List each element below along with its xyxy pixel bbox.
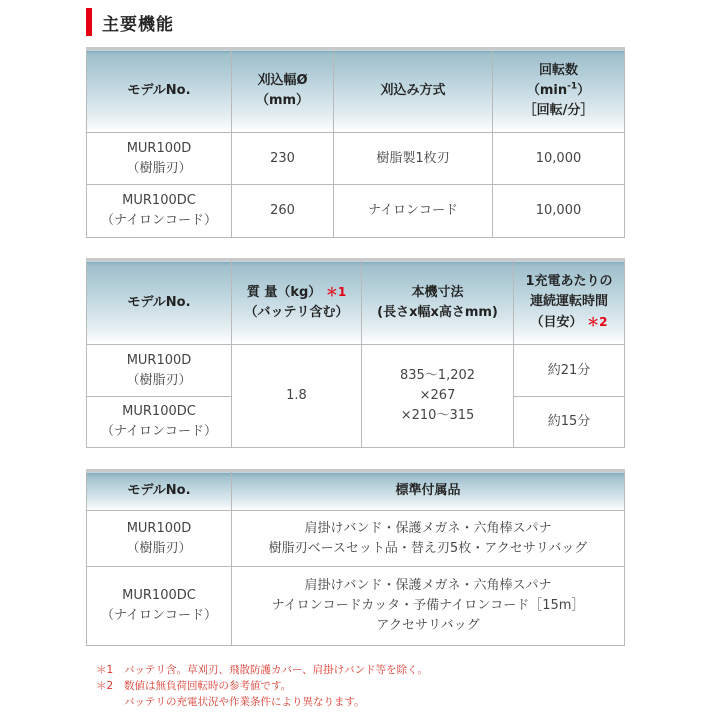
footnote-2-continued bbox=[96, 694, 428, 710]
cell-model bbox=[87, 133, 232, 185]
footnote-text: バッテリの充電状況や作業条件により異なります。 bbox=[124, 696, 365, 708]
footnote-marker-1: ＊1 bbox=[325, 285, 347, 299]
cell-model bbox=[87, 511, 232, 567]
section-title bbox=[86, 8, 174, 36]
table-row bbox=[87, 511, 625, 567]
footnote-mark: ＊1 bbox=[96, 664, 114, 676]
spec-table-performance bbox=[86, 47, 625, 238]
cell-model bbox=[87, 345, 232, 397]
model-number: MUR100D bbox=[126, 352, 192, 368]
rpm-unit-exponent: -1 bbox=[567, 81, 578, 92]
model-number: MUR100D bbox=[126, 520, 192, 536]
cell-cut-width: 230 bbox=[232, 133, 334, 185]
model-variant: （ナイロンコード） bbox=[100, 608, 218, 623]
dims-line3: ×210～315 bbox=[400, 408, 475, 423]
model-number: MUR100DC bbox=[122, 193, 196, 208]
table-row bbox=[87, 133, 625, 185]
header-dims-line1: 本機寸法 bbox=[411, 284, 464, 300]
header-cut-width bbox=[232, 49, 334, 133]
header-accessories: 標準付属品 bbox=[232, 471, 625, 511]
table-header-row bbox=[87, 49, 625, 133]
accessories-line1: 肩掛けバンド・保護メガネ・六角棒スパナ bbox=[304, 578, 552, 593]
footnote-mark bbox=[96, 694, 124, 710]
cell-cut-method: ナイロンコード bbox=[334, 185, 493, 238]
footnote-marker-2: ＊2 bbox=[587, 315, 608, 329]
cell-rpm: 10,000 bbox=[493, 185, 625, 238]
model-variant: （ナイロンコード） bbox=[100, 213, 218, 228]
header-mass-label: 質 量（kg） bbox=[246, 285, 322, 300]
table-row bbox=[87, 567, 625, 646]
cell-accessories bbox=[232, 511, 625, 567]
model-variant: （樹脂刃） bbox=[126, 372, 192, 388]
cell-cut-width: 260 bbox=[232, 185, 334, 238]
cell-model bbox=[87, 397, 232, 448]
header-mass-line1 bbox=[236, 282, 357, 303]
header-rpm-line2 bbox=[497, 81, 620, 101]
table-header-row bbox=[87, 260, 625, 345]
model-variant: （樹脂刃） bbox=[126, 160, 192, 176]
model-variant: （ナイロンコード） bbox=[100, 424, 218, 439]
header-runtime-line2: 連続運転時間 bbox=[529, 294, 608, 309]
table-row bbox=[87, 345, 625, 397]
cell-dimensions bbox=[362, 345, 514, 448]
header-dims-line2: (長さx幅x高さmm) bbox=[377, 304, 498, 320]
model-number: MUR100DC bbox=[122, 404, 196, 419]
header-runtime bbox=[514, 260, 625, 345]
header-dimensions bbox=[362, 260, 514, 345]
cell-accessories bbox=[232, 567, 625, 646]
accessories-line2: ナイロンコードカッタ・予備ナイロンコード［15m］ bbox=[271, 598, 585, 613]
dims-line2: ×267 bbox=[419, 388, 456, 403]
spec-table-accessories bbox=[86, 469, 625, 646]
header-runtime-line3 bbox=[518, 312, 620, 333]
header-model: モデルNo. bbox=[87, 471, 232, 511]
model-number: MUR100D bbox=[126, 140, 192, 156]
header-runtime-line1: 1充電あたりの bbox=[525, 274, 613, 289]
footnote-1 bbox=[96, 662, 428, 678]
model-number: MUR100DC bbox=[122, 588, 196, 603]
header-model: モデルNo. bbox=[87, 49, 232, 133]
accent-bar bbox=[86, 8, 92, 36]
cell-runtime: 約15分 bbox=[514, 397, 625, 448]
rpm-unit-close: ） bbox=[577, 83, 591, 98]
cell-runtime: 約21分 bbox=[514, 345, 625, 397]
cell-rpm: 10,000 bbox=[493, 133, 625, 185]
section-title-text: 主要機能 bbox=[102, 14, 174, 35]
header-cut-method: 刈込み方式 bbox=[334, 49, 493, 133]
dims-line1: 835～1,202 bbox=[399, 368, 476, 383]
header-rpm-line3: ［回転/分］ bbox=[523, 103, 594, 118]
rpm-unit: （min bbox=[526, 83, 568, 98]
header-cut-width-line2: （mm） bbox=[255, 93, 310, 108]
spec-table-dimensions bbox=[86, 258, 625, 448]
footnote-text: 数値は無負荷回転時の参考値です。 bbox=[124, 680, 292, 692]
footnote-2 bbox=[96, 678, 428, 694]
header-model: モデルNo. bbox=[87, 260, 232, 345]
table-row bbox=[87, 185, 625, 238]
cell-mass: 1.8 bbox=[232, 345, 362, 448]
cell-model bbox=[87, 567, 232, 646]
header-rpm-line1: 回転数 bbox=[538, 63, 578, 78]
model-variant: （樹脂刃） bbox=[126, 540, 192, 556]
header-runtime-label: （目安） bbox=[530, 315, 583, 330]
footnotes bbox=[96, 662, 428, 710]
header-mass bbox=[232, 260, 362, 345]
table-header-row bbox=[87, 471, 625, 511]
cell-model bbox=[87, 185, 232, 238]
header-rpm bbox=[493, 49, 625, 133]
header-mass-line2: （バッテリ含む） bbox=[244, 305, 349, 320]
accessories-line2: 樹脂刃ベースセット品・替え刃5枚・アクセサリバッグ bbox=[268, 540, 588, 556]
footnote-text: バッテリ含。草刈刃、飛散防護カバー、肩掛けバンド等を除く。 bbox=[124, 664, 428, 676]
accessories-line1: 肩掛けバンド・保護メガネ・六角棒スパナ bbox=[304, 520, 552, 536]
cell-cut-method: 樹脂製1枚刃 bbox=[334, 133, 493, 185]
accessories-line3: アクセサリバッグ bbox=[376, 618, 480, 633]
header-cut-width-line1: 刈込幅Ø bbox=[257, 73, 308, 88]
footnote-mark: ＊2 bbox=[96, 680, 114, 692]
